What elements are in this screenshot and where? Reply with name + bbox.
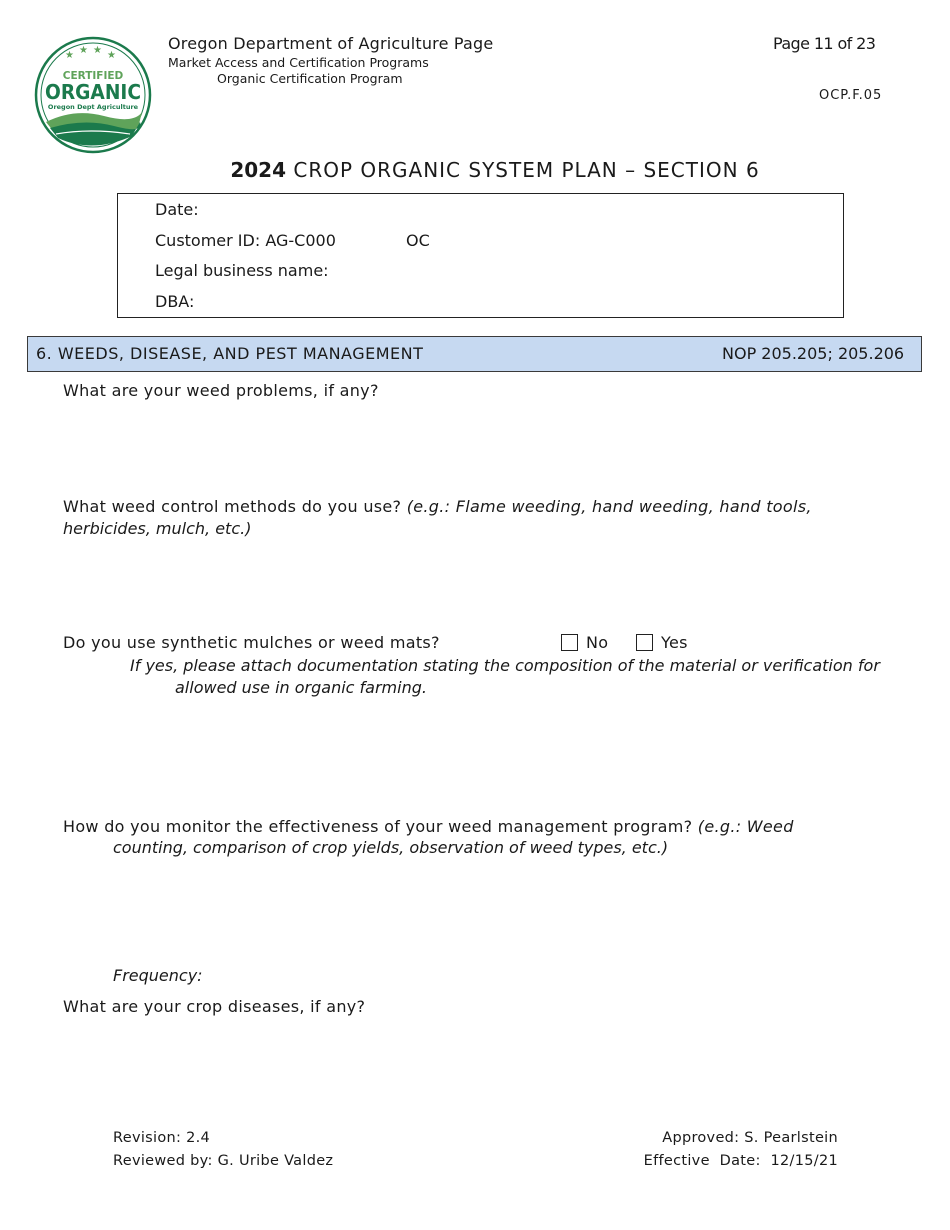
date-label: Date: [155, 200, 199, 219]
svg-text:★: ★ [79, 45, 88, 56]
customer-id-label: Customer ID: [155, 231, 261, 250]
customer-id-prefix: AG-C000 [265, 231, 336, 250]
applicant-info-box [117, 193, 844, 318]
footer-reviewed-by: Reviewed by: G. Uribe Valdez [113, 1153, 334, 1169]
business-name-label: Legal business name: [155, 261, 329, 280]
no-checkbox[interactable] [561, 634, 578, 651]
footer-effective-date: Effective Date: 12/15/21 [643, 1153, 838, 1169]
question-weed-control-text: What weed control methods do you use? [63, 497, 402, 516]
yes-label: Yes [661, 633, 688, 652]
svg-text:ORGANIC: ORGANIC [45, 80, 141, 104]
certified-organic-logo [34, 36, 152, 154]
customer-id-row [155, 231, 336, 250]
question-monitoring-hint-cont: counting, comparison of crop yields, observation of weed types, etc.) [113, 838, 669, 857]
svg-text:CERTIFIED: CERTIFIED [62, 70, 124, 82]
form-code: OCP.F.05 [819, 88, 883, 103]
footer-revision: Revision: 2.4 [113, 1130, 211, 1146]
question-weed-control-hint: (e.g.: Flame weeding, hand weeding, hand tools, [406, 497, 812, 516]
page-number: Page 11 of 23 [773, 34, 876, 53]
question-monitoring [63, 817, 794, 836]
document-title [0, 158, 950, 182]
svg-text:★: ★ [93, 45, 102, 56]
footer-approved-by: Approved: S. Pearlstein [662, 1130, 838, 1146]
agency-name: Oregon Department of Agriculture Page [168, 34, 494, 53]
no-label: No [586, 633, 609, 652]
title-text: CROP ORGANIC SYSTEM PLAN – SECTION 6 [293, 158, 760, 182]
synthetic-mulch-note: If yes, please attach documentation stating the composition of the material or verification for [130, 656, 880, 675]
section-reference: NOP 205.205; 205.206 [722, 344, 905, 363]
question-synthetic-mulch: Do you use synthetic mulches or weed mats? [63, 633, 440, 652]
question-weed-control [63, 497, 812, 516]
program-name: Organic Certification Program [217, 71, 403, 86]
division-name: Market Access and Certification Programs [168, 55, 429, 70]
question-weed-problems: What are your weed problems, if any? [63, 381, 379, 400]
frequency-label: Frequency: [113, 966, 203, 985]
svg-text:★: ★ [65, 50, 74, 61]
title-year: 2024 [230, 158, 286, 182]
synthetic-mulch-note-cont: allowed use in organic farming. [175, 678, 427, 697]
customer-id-suffix: OC [406, 231, 430, 250]
svg-text:Oregon Dept Agriculture: Oregon Dept Agriculture [47, 103, 139, 111]
dba-label: DBA: [155, 292, 195, 311]
question-crop-diseases: What are your crop diseases, if any? [63, 997, 366, 1016]
question-monitoring-text: How do you monitor the effectiveness of your weed management program? [63, 817, 693, 836]
yes-checkbox[interactable] [636, 634, 653, 651]
question-weed-control-hint-cont: herbicides, mulch, etc.) [63, 519, 252, 538]
question-monitoring-hint: (e.g.: Weed [697, 817, 794, 836]
section-title: 6. WEEDS, DISEASE, AND PEST MANAGEMENT [36, 344, 424, 363]
svg-text:★: ★ [107, 50, 116, 61]
